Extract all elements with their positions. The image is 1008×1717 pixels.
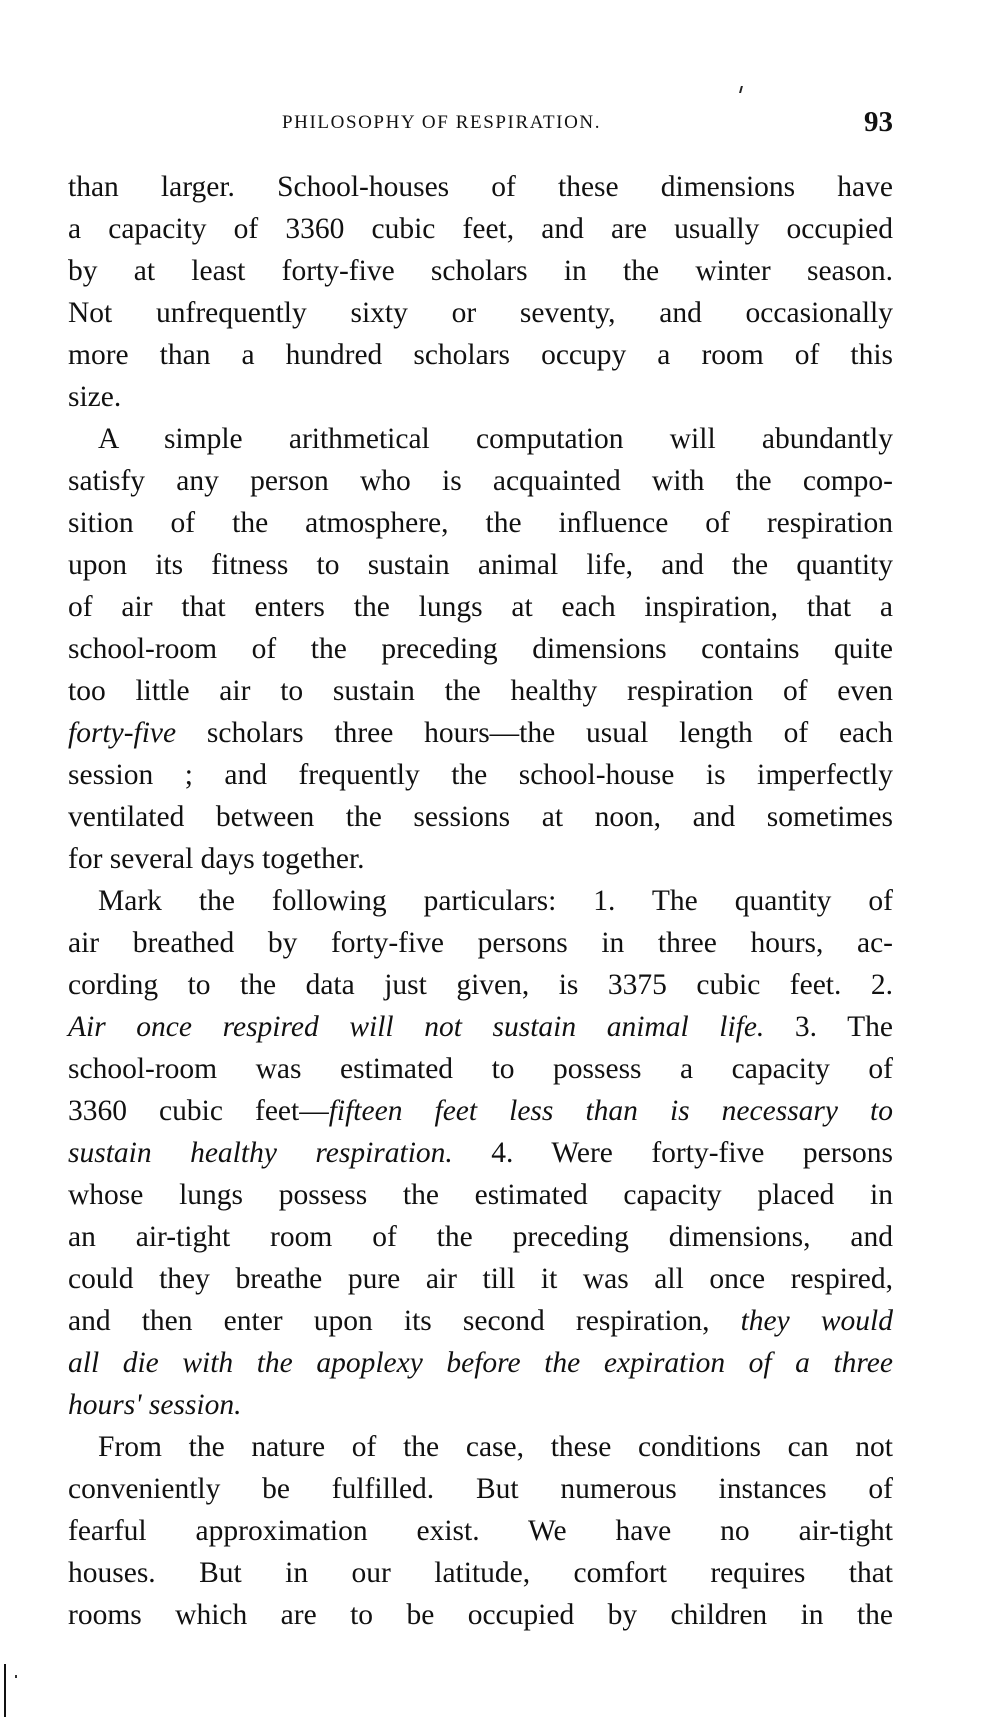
text-run: conveniently be fulfilled. But numerous instances of <box>68 1473 893 1505</box>
text-line <box>68 502 893 544</box>
text-run: 3. The <box>764 1011 893 1043</box>
text-line <box>68 586 893 628</box>
text-run: an air-tight room of the preceding dimensions, and <box>68 1221 893 1253</box>
scan-mark <box>739 86 743 93</box>
text-line <box>68 1300 893 1342</box>
text-run: 3360 cubic feet— <box>68 1095 329 1127</box>
paragraph <box>68 418 893 880</box>
text-run: and then enter upon its second respiration, <box>68 1305 741 1337</box>
text-line <box>68 628 893 670</box>
text-run: session ; and frequently the school-house is imperfectly <box>68 759 893 791</box>
scan-edge-mark <box>4 1664 6 1717</box>
text-line <box>68 712 893 754</box>
text-run: ventilated between the sessions at noon, and sometimes <box>68 801 893 833</box>
text-line <box>68 1216 893 1258</box>
text-line <box>68 670 893 712</box>
text-line <box>68 964 893 1006</box>
text-run: Mark the following particulars: 1. The quantity of <box>98 885 893 917</box>
text-run: sition of the atmosphere, the influence of respiration <box>68 507 893 539</box>
scan-speck <box>15 1675 17 1678</box>
text-line <box>68 1468 893 1510</box>
text-line <box>68 922 893 964</box>
text-run: Not unfrequently sixty or seventy, and occasionally <box>68 297 893 329</box>
text-run: school-room was estimated to possess a capacity of <box>68 1053 893 1085</box>
italic-text: all die with the apoplexy before the expiration of a three <box>68 1347 893 1379</box>
running-head: PHILOSOPHY OF RESPIRATION. <box>282 112 602 133</box>
text-run: a capacity of 3360 cubic feet, and are usually occupied <box>68 213 893 245</box>
text-line <box>68 334 893 376</box>
text-line <box>68 754 893 796</box>
text-line <box>68 1090 893 1132</box>
italic-text: they would <box>740 1305 893 1337</box>
text-run: A simple arithmetical computation will abundantly <box>98 423 893 455</box>
text-run: scholars three hours—the usual length of each <box>176 717 893 749</box>
text-line <box>68 1132 893 1174</box>
text-line <box>68 796 893 838</box>
text-run: whose lungs possess the estimated capacity placed in <box>68 1179 893 1211</box>
text-line <box>68 1342 893 1384</box>
text-run: than larger. School-houses of these dimensions have <box>68 171 893 203</box>
text-line <box>68 418 893 460</box>
text-line <box>68 1510 893 1552</box>
text-run: too little air to sustain the healthy respiration of even <box>68 675 893 707</box>
text-line <box>68 376 893 418</box>
italic-text: hours' session. <box>68 1389 242 1421</box>
text-run: 4. Were forty-five persons <box>452 1137 893 1169</box>
text-run: of air that enters the lungs at each inspiration, that a <box>68 591 893 623</box>
text-run: school-room of the preceding dimensions contains quite <box>68 633 893 665</box>
page-body <box>68 166 893 1636</box>
text-line <box>68 1048 893 1090</box>
text-line <box>68 292 893 334</box>
text-run: cording to the data just given, is 3375 cubic feet. 2. <box>68 969 893 1001</box>
text-line <box>68 1426 893 1468</box>
text-run: fearful approximation exist. We have no air-tight <box>68 1515 893 1547</box>
text-run: more than a hundred scholars occupy a room of this <box>68 339 893 371</box>
text-run: upon its fitness to sustain animal life, and the quantity <box>68 549 893 581</box>
italic-text: fifteen feet less than is necessary to <box>328 1095 894 1127</box>
text-run: air breathed by forty-five persons in three hours, ac- <box>68 927 893 959</box>
italic-text: sustain healthy respiration. <box>68 1137 453 1169</box>
text-run: houses. But in our latitude, comfort requires that <box>68 1557 893 1589</box>
text-run: size. <box>68 381 122 413</box>
text-line <box>68 460 893 502</box>
page-number: 93 <box>864 106 893 138</box>
text-line <box>68 880 893 922</box>
text-line <box>68 208 893 250</box>
text-run: by at least forty-five scholars in the winter season. <box>68 255 893 287</box>
text-line <box>68 166 893 208</box>
italic-text: Air once respired will not sustain animal life. <box>68 1011 765 1043</box>
paragraph <box>68 880 893 1426</box>
text-line <box>68 1384 893 1426</box>
text-line <box>68 1258 893 1300</box>
text-line <box>68 838 893 880</box>
text-run: could they breathe pure air till it was all once respired, <box>68 1263 893 1295</box>
text-line <box>68 1174 893 1216</box>
text-run: satisfy any person who is acquainted with the compo- <box>68 465 893 497</box>
text-line <box>68 544 893 586</box>
text-line <box>68 1006 893 1048</box>
text-line <box>68 1552 893 1594</box>
paragraph <box>68 1426 893 1636</box>
text-run: for several days together. <box>68 843 365 875</box>
text-line <box>68 250 893 292</box>
text-line <box>68 1594 893 1636</box>
text-run: From the nature of the case, these conditions can not <box>98 1431 893 1463</box>
text-run: rooms which are to be occupied by children in the <box>68 1599 893 1631</box>
paragraph <box>68 166 893 418</box>
italic-text: forty-five <box>68 717 177 749</box>
page-header <box>68 106 893 142</box>
